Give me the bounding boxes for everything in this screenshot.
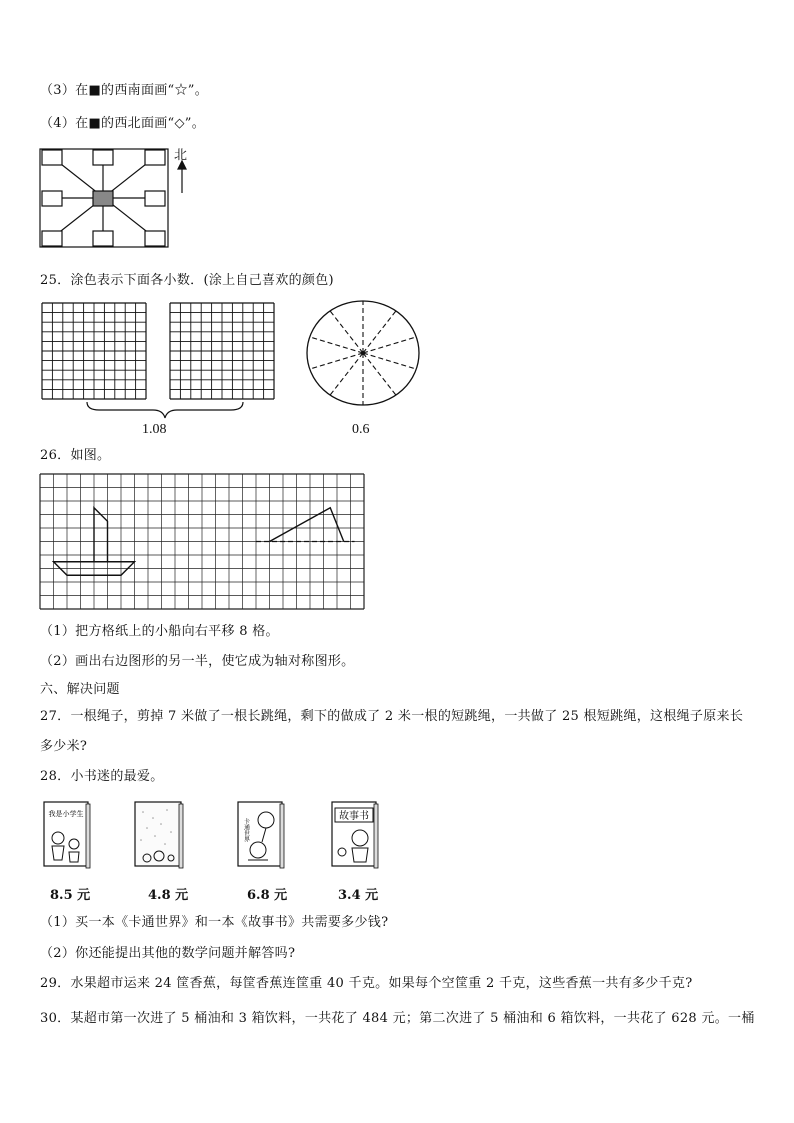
north-label: 北: [174, 148, 188, 163]
q26-sub1: （1）把方格纸上的小船向右平移 8 格。: [40, 624, 279, 639]
box-s: [93, 231, 113, 246]
q24-line3: （3）在■的西南面画“☆”。: [40, 83, 209, 98]
book-1: [42, 800, 92, 870]
book-3-price: 6.8 元: [247, 888, 288, 903]
box-n: [93, 150, 113, 165]
center-box: [93, 191, 113, 206]
book-2-price: 4.8 元: [148, 888, 189, 903]
q28-sub1: （1）买一本《卡通世界》和一本《故事书》共需要多少钱?: [40, 915, 389, 930]
book-1-price: 8.5 元: [50, 888, 91, 903]
q28-sub2: （2）你还能提出其他的数学问题并解答吗?: [40, 946, 296, 961]
q27-line1: 27．一根绳子，剪掉 7 米做了一根长跳绳，剩下的做成了 2 米一根的短跳绳，一共做了 25 根短跳绳，这根绳子原来长: [40, 709, 744, 724]
svg-text:我是小学生: 我是小学生: [48, 810, 84, 818]
book-4-price: 3.4 元: [338, 888, 379, 903]
box-ne: [145, 150, 165, 165]
q26-title: 26．如图。: [40, 448, 111, 463]
q25-title: 25．涂色表示下面各小数．(涂上自己喜欢的颜色): [40, 273, 334, 288]
q26-sub2: （2）画出右边图形的另一半，使它成为轴对称图形。: [40, 654, 355, 669]
circle-ten-parts: [305, 300, 425, 410]
book-4: [330, 800, 380, 870]
square-grid-paper: [40, 474, 365, 614]
book-3: [236, 800, 286, 870]
box-se: [145, 231, 165, 246]
hundred-grid-2: [170, 303, 275, 400]
q24-line4: （4）在■的西北面画“◇”。: [40, 116, 206, 131]
box-w: [42, 191, 62, 206]
svg-text:卡通世界: 卡通世界: [242, 818, 250, 842]
q28-title: 28．小书迷的最爱。: [40, 769, 164, 784]
grid-brace: [85, 400, 245, 420]
q29-line1: 29．水果超市运来 24 筐香蕉，每筐香蕉连筐重 40 千克。如果每个空筐重 2 千克，这些香蕉一共有多少千克?: [40, 976, 693, 991]
box-e: [145, 191, 165, 206]
section-title: 六、解决问题: [40, 682, 120, 697]
grid-label: 1.08: [142, 422, 167, 437]
hundred-grid-1: [42, 303, 147, 400]
box-sw: [42, 231, 62, 246]
q30-line1: 30．某超市第一次进了 5 桶油和 3 箱饮料，一共花了 484 元；第二次进了 5 桶油和 6 箱饮料，一共花了 628 元。一桶: [40, 1011, 755, 1026]
book-2: [133, 800, 185, 870]
q27-line2: 多少米?: [40, 739, 88, 754]
box-nw: [42, 150, 62, 165]
circle-label: 0.6: [352, 422, 370, 437]
svg-text:故事书: 故事书: [339, 811, 369, 822]
